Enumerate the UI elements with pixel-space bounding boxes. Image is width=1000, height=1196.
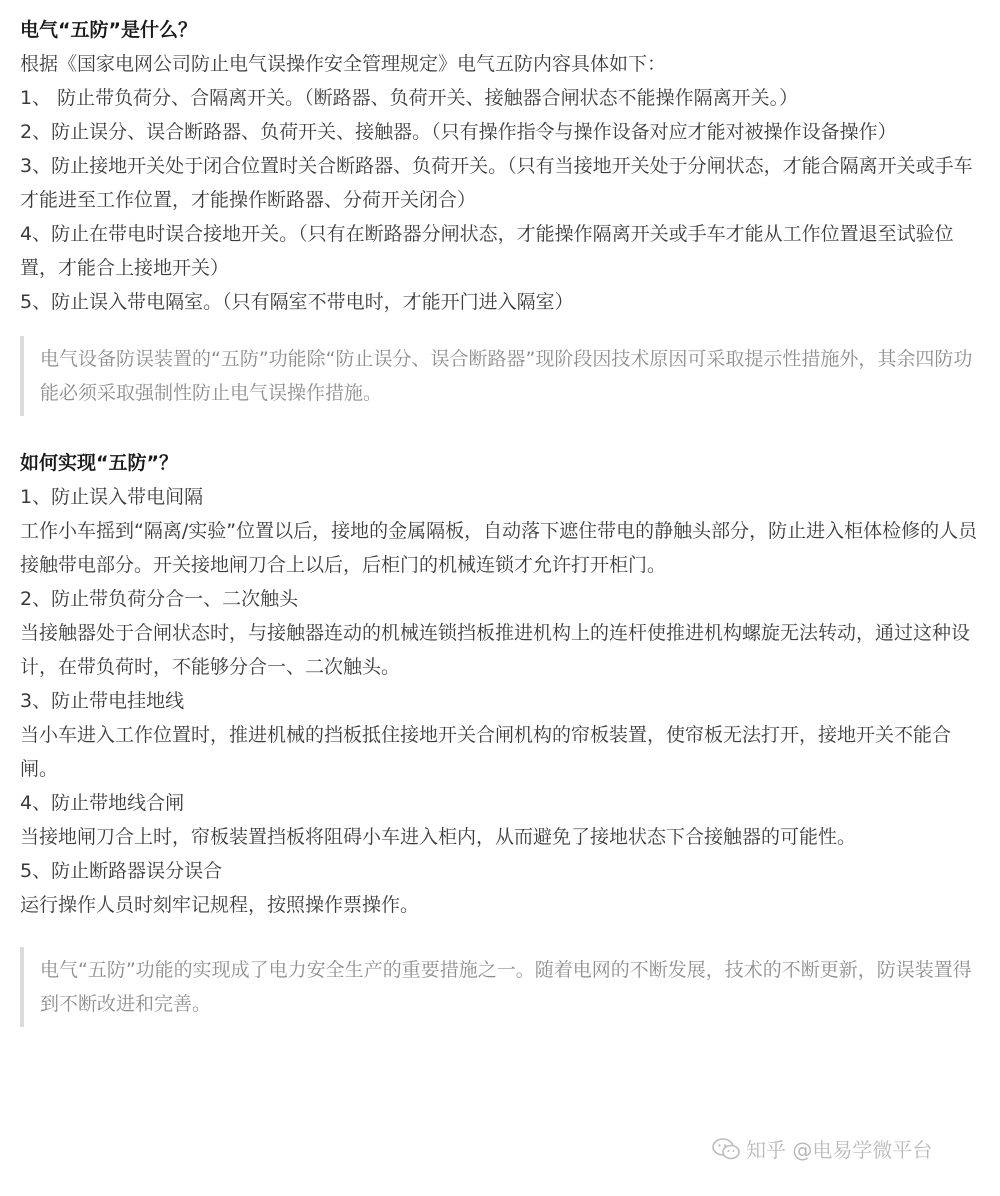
- section-title-how: 如何实现“五防”？: [20, 452, 178, 474]
- rule-item-1: 1、 防止带负荷分、合隔离开关。（断路器、负荷开关、接触器合闸状态不能操作隔离开关。）: [20, 87, 799, 109]
- method-body-1: 工作小车摇到“隔离/实验”位置以后，接地的金属隔板，自动落下遮住带电的静触头部分，防止进入柜体检修的人员接触带电部分。开关接地闸刀合上以后，后柜门的机械连锁才允许打开柜门。: [20, 520, 978, 576]
- article: [20, 0, 984, 1027]
- method-heading-1: 1、防止误入带电间隔: [20, 486, 204, 508]
- method-heading-4: 4、防止带地线合闸: [20, 792, 185, 814]
- note-quote-1: 电气设备防误装置的“五防”功能除“防止误分、误合断路器”现阶段因技术原因可采取提示性措施外，其余四防功能必须采取强制性防止电气误操作措施。: [20, 336, 984, 416]
- intro-text: 根据《国家电网公司防止电气误操作安全管理规定》电气五防内容具体如下：: [20, 53, 667, 75]
- watermark: [712, 1134, 932, 1163]
- rule-item-5: 5、防止误入带电隔室。（只有隔室不带电时，才能开门进入隔室）: [20, 291, 574, 313]
- wechat-icon: [712, 1138, 740, 1160]
- method-heading-5: 5、防止断路器误分误合: [20, 860, 223, 882]
- method-heading-3: 3、防止带电挂地线: [20, 690, 185, 712]
- method-body-4: 当接地闸刀合上时，帘板装置挡板将阻碍小车进入柜内，从而避免了接地状态下合接触器的可能性。: [20, 826, 857, 848]
- watermark-text: 知乎 @电易学微平台: [746, 1138, 933, 1162]
- method-body-2: 当接触器处于合闸状态时，与接触器连动的机械连锁挡板推进机构上的连杆使推进机构螺旋无法转动，通过这种设计，在带负荷时，不能够分合一、二次触头。: [20, 622, 971, 678]
- note-quote-2: 电气“五防”功能的实现成了电力安全生产的重要措施之一。随着电网的不断发展，技术的不断更新，防误装置得到不断改进和完善。: [20, 947, 984, 1027]
- method-body-5: 运行操作人员时刻牢记规程，按照操作票操作。: [20, 894, 420, 916]
- rule-item-3: 3、防止接地开关处于闭合位置时关合断路器、负荷开关。（只有当接地开关处于分闸状态，才能合隔离开关或手车才能进至工作位置，才能操作断路器、分荷开关闭合）: [20, 155, 973, 211]
- rule-item-4: 4、防止在带电时误合接地开关。（只有在断路器分闸状态，才能操作隔离开关或手车才能从工作位置退至试验位置，才能合上接地开关）: [20, 223, 954, 279]
- method-heading-2: 2、防止带负荷分合一、二次触头: [20, 588, 299, 610]
- rule-item-2: 2、防止误分、误合断路器、负荷开关、接触器。（只有操作指令与操作设备对应才能对被操作设备操作）: [20, 121, 897, 143]
- section-title-what: 电气“五防”是什么？: [20, 19, 197, 41]
- method-body-3: 当小车进入工作位置时，推进机械的挡板抵住接地开关合闸机构的帘板装置，使帘板无法打开，接地开关不能合闸。: [20, 724, 952, 780]
